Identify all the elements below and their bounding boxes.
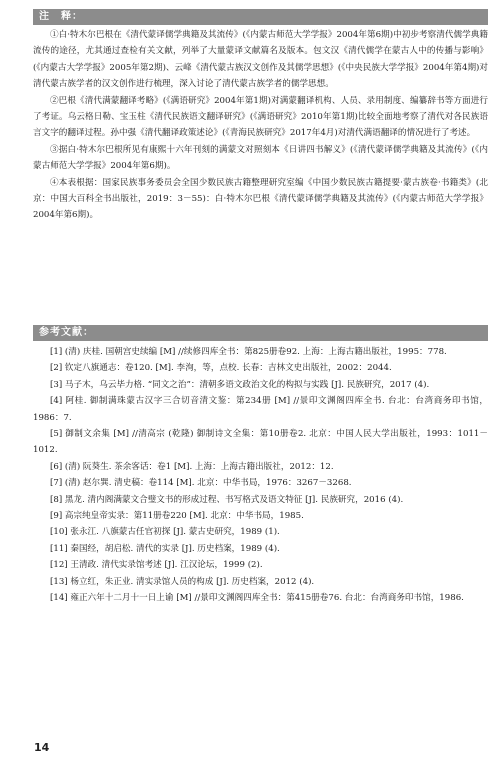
reference-item: [7] (清) 赵尔巽. 清史稿：卷114 [M]. 北京：中华书局，1976：3267－3268.: [50, 478, 352, 489]
reference-item: [11] 秦国经，胡启松. 清代的实录 [J]. 历史档案，1989 (4).: [50, 543, 280, 554]
reference-item: [9] 高宗纯皇帝实录：第11册卷220 [M]. 北京：中华书局，1985.: [50, 511, 304, 522]
references-heading-bar: [33, 325, 488, 341]
note-item: ①白·特木尔巴根在《清代蒙译儒学典籍及其流传》(《内蒙古师范大学学报》2004年第6期)中初步考察清代儒学典籍流传的途径，尤其通过查检有关文献，列举了大量蒙译文献篇名及版本。包文汉《清代儒学在蒙古人中的传播与影响》(《内蒙古大学学报》2005年第2期)、云峰《清代蒙古族汉文创作及其儒学思想》(《中央民族大学学报》2004年第4期)对清代蒙古族学者的汉文创作进行梳理，深入讨论了清代蒙古族学者的儒学思想。: [33, 30, 488, 90]
reference-item: [14] 雍正六年十二月十一日上谕 [M] //景印文渊阁四库全书：第415册卷76. 台北：台湾商务印书馆，1986.: [50, 593, 464, 604]
reference-item: [2] 钦定八旗通志：卷120. [M]. 李洵，等，点校. 长春：吉林文史出版社，2002：2044.: [50, 363, 392, 374]
references-heading: 参考文献：: [39, 327, 94, 338]
notes-heading-bar: [33, 9, 488, 25]
reference-item: [4] 阿桂. 御制满珠蒙古汉字三合切音清文鉴：第234册 [M] //景印文渊阁四库全书. 台北：台湾商务印书馆，1986：7.: [33, 396, 488, 423]
reference-item: [12] 王清政. 清代实录馆考述 [J]. 江汉论坛，1999 (2).: [50, 560, 263, 571]
reference-item: [1] (清) 庆桂. 国朝宫史续编 [M] //续修四库全书：第825册卷92. 上海：上海古籍出版社，1995：778.: [50, 347, 447, 357]
reference-item: [10] 张永江. 八旗蒙古任官初探 [J]. 蒙古史研究，1989 (1).: [50, 527, 280, 538]
reference-item: [6] (清) 阮葵生. 茶余客话：卷1 [M]. 上海：上海古籍出版社，2012：12.: [50, 461, 334, 472]
notes-heading: 注 释：: [39, 11, 83, 22]
note-item: ②巴根《清代满蒙翻译考略》(《满语研究》2004年第1期)对满蒙翻译机构、人员、录用制度、编纂辞书等方面进行了考证。乌云格日勒、宝玉柱《清代民族语文翻译研究》(《满语研究》2010年第1期)比较全面地考察了清代对各民族语言文字的翻译过程。孙中强《清代翻译政策述论》(《青海民族研究》2017年4月)对清代满语翻译的情况进行了考述。: [33, 95, 488, 139]
note-item: ④本表根据：国家民族事务委员会全国少数民族古籍整理研究室编《中国少数民族古籍提要·蒙古族卷·书籍类》(北京：中国大百科全书出版社，2019：3－55)：白·特木尔巴根《清代蒙译儒学典籍及其流传》(《内蒙古师范大学学报》2004年第6期)。: [33, 177, 488, 221]
notes-section: [33, 27, 488, 224]
reference-item: [8] 黑龙. 清内阁满蒙文合璧文书的形成过程、书写格式及语文特征 [J]. 民族研究，2016 (4).: [50, 494, 404, 505]
reference-item: [3] 马子木，乌云毕力格. “同文之治”：清朝多语文政治文化的构拟与实践 [J]. 民族研究，2017 (4).: [50, 379, 430, 390]
reference-item: [5] 御制文余集 [M] //清高宗 (乾隆) 御制诗文全集：第10册卷2. 北京：中国人民大学出版社，1993：1011－1012.: [33, 429, 488, 456]
reference-item: [13] 杨立红，朱正业. 清实录馆人员的构成 [J]. 历史档案，2012 (4).: [50, 576, 315, 587]
note-item: ③据白·特木尔巴根所见有康熙十六年刊刻的满蒙文对照刻本《日讲四书解义》(《清代蒙译儒学典籍及其流传》(《内蒙古师范大学学报》2004年第6期)。: [33, 144, 488, 172]
references-section: [33, 344, 488, 607]
page-number: 14: [34, 741, 50, 754]
